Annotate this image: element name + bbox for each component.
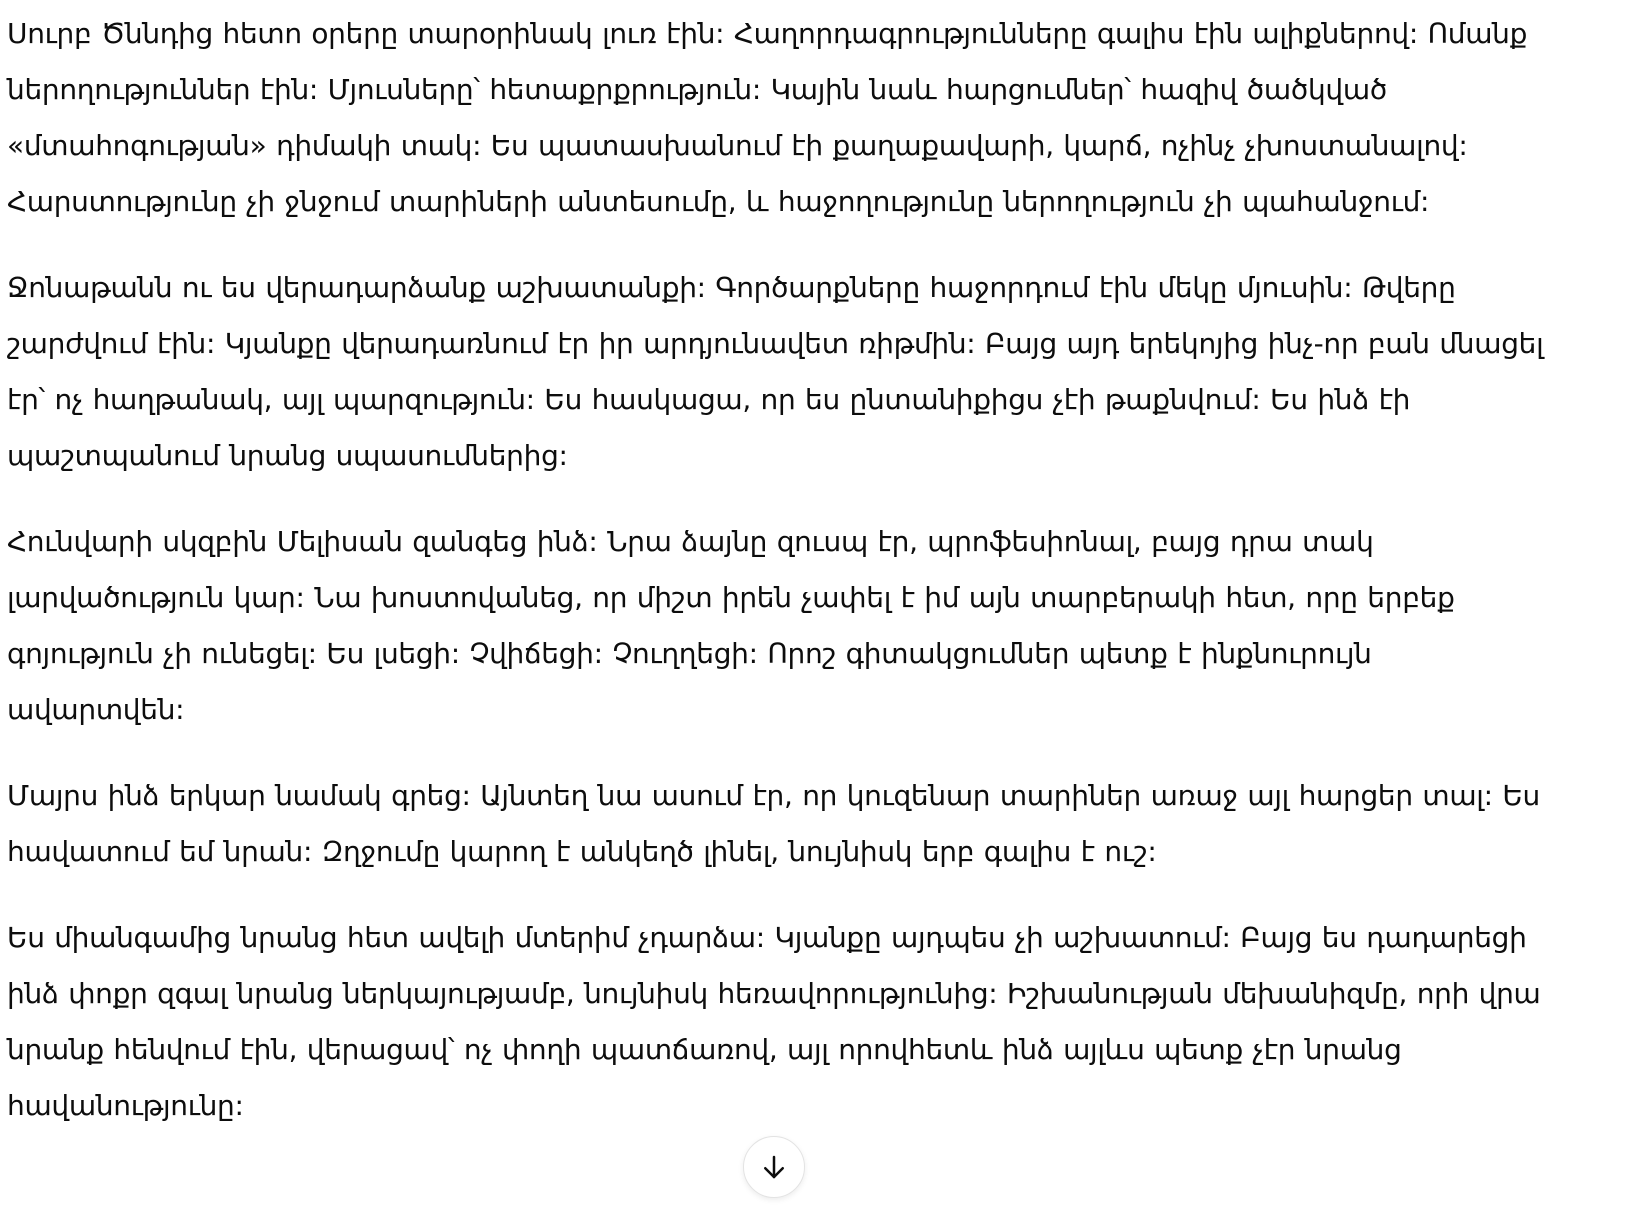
message-paragraph: Հունվարի սկզբին Մելիսան զանգեց ինձ: Նրա ձայնը զուսպ էր, պրոֆեսիոնալ, բայց դրա տակ լարվածություն կար: Նա խոստովանեց, որ միշտ իրեն չափել է իմ այն տարբերակի հետ, որը երբեք գոյություն չի ունեցել: Ես լսեցի: Չվիճեցի: Չուղղեցի: Որոշ գիտակցումներ պետք է ինքնուրույն ավարտվեն:	[7, 525, 1455, 726]
message-paragraph: Սուրբ Ծննդից հետո օրերը տարօրինակ լուռ էին: Հաղորդագրությունները գալիս էին ալիքներով: Ոմանք ներողություններ էին: Մյուսները՝ հետաքրքրություն: Կային նաև հարցումներ՝ հազիվ ծածկված «մտահոգության» դիմակի տակ: Ես պատասխանում էի քաղաքավարի, կարճ, ոչինչ չխոստանալով: Հարստությունը չի ջնջում տարիների անտեսումը, և հաջողությունը ներողություն չի պահանջում:	[7, 17, 1528, 218]
scroll-to-bottom-button[interactable]	[743, 1136, 805, 1198]
arrow-down-icon	[759, 1152, 789, 1182]
message-paragraph: Ջոնաթանն ու ես վերադարձանք աշխատանքի: Գործարքները հաջորդում էին մեկը մյուսին: Թվերը շարժվում էին: Կյանքը վերադառնում էր իր արդյունավետ ռիթմին: Բայց այդ երեկոյից ինչ-որ բան մնացել էր՝ ոչ հաղթանակ, այլ պարզություն: Ես հասկացա, որ ես ընտանիքիցս չէի թաքնվում: Ես ինձ էի պաշտպանում նրանց սպասումներից:	[7, 271, 1544, 472]
assistant-message	[7, 6, 1552, 1164]
message-paragraph: Մայրս ինձ երկար նամակ գրեց: Այնտեղ նա ասում էր, որ կուզենար տարիներ առաջ այլ հարցեր տալ: Ես հավատում եմ նրան: Զղջումը կարող է անկեղծ լինել, նույնիսկ երբ գալիս է ուշ:	[7, 779, 1540, 868]
message-paragraph: Ես միանգամից նրանց հետ ավելի մտերիմ չդարձա: Կյանքը այդպես չի աշխատում: Բայց ես դադարեցի ինձ փոքր զգալ նրանց ներկայությամբ, նույնիսկ հեռավորությունից: Իշխանության մեխանիզմը, որի վրա նրանք հենվում էին, վերացավ՝ ոչ փողի պատճառով, այլ որովհետև ինձ այլևս պետք չէր նրանց հավանությունը:	[7, 921, 1541, 1122]
